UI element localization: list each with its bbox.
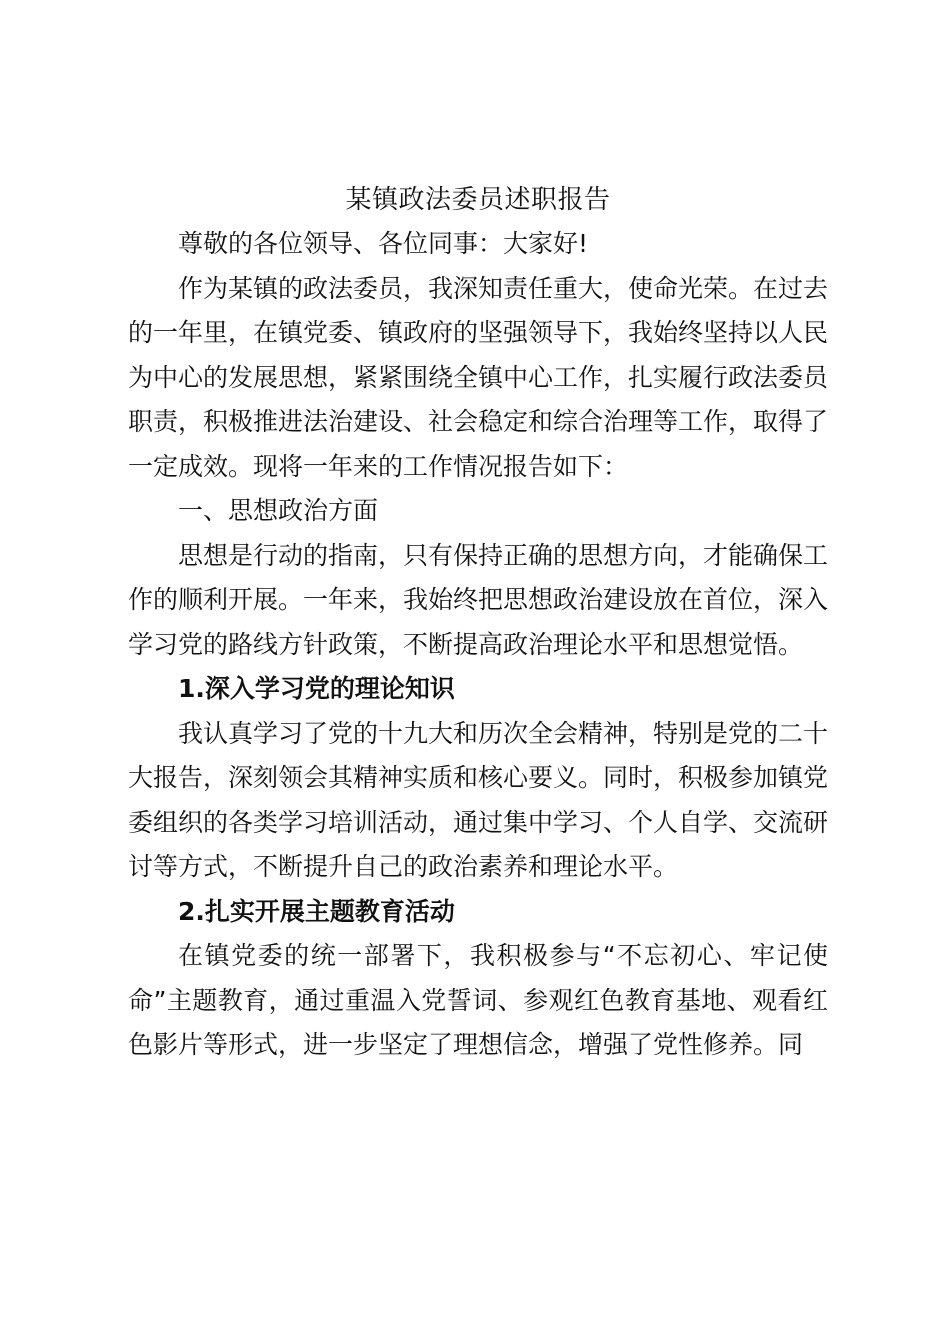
ideology-paragraph: 思想是行动的指南，只有保持正确的思想方向，才能确保工作的顺利开展。一年来，我始终把思想政治建设放在首位，深入学习党的路线方针政策，不断提高政治理论水平和思想觉悟。 (128, 540, 829, 659)
subheading-theme-education: 2.扎实开展主题教育活动 (178, 896, 455, 926)
theory-study-paragraph: 我认真学习了党的十九大和历次全会精神，特别是党的二十大报告，深刻领会其精神实质和核心要义。同时，积极参加镇党委组织的各类学习培训活动，通过集中学习、个人自学、交流研讨等方式，不断提升自己的政治素养和理论水平。 (128, 718, 829, 881)
section-heading-ideology: 一、思想政治方面 (178, 496, 379, 525)
subheading-theory-study: 1.深入学习党的理论知识 (178, 674, 455, 703)
greeting-line: 尊敬的各位领导、各位同事：大家好! (178, 229, 589, 258)
document-title: 某镇政法委员述职报告 (345, 185, 611, 215)
intro-paragraph: 作为某镇的政法委员，我深知责任重大，使命光荣。在过去的一年里，在镇党委、镇政府的坚强领导下，我始终坚持以人民为中心的发展思想，紧紧围绕全镇中心工作，扎实履行政法委员职责，积极推进法治建设、社会稳定和综合治理等工作，取得了一定成效。现将一年来的工作情况报告如下： (128, 273, 829, 481)
document-page (128, 178, 828, 1068)
theme-education-paragraph: 在镇党委的统一部署下，我积极参与“不忘初心、牢记使命”主题教育，通过重温入党誓词、参观红色教育基地、观看红色影片等形式，进一步坚定了理想信念，增强了党性修养。同 (128, 941, 828, 1059)
